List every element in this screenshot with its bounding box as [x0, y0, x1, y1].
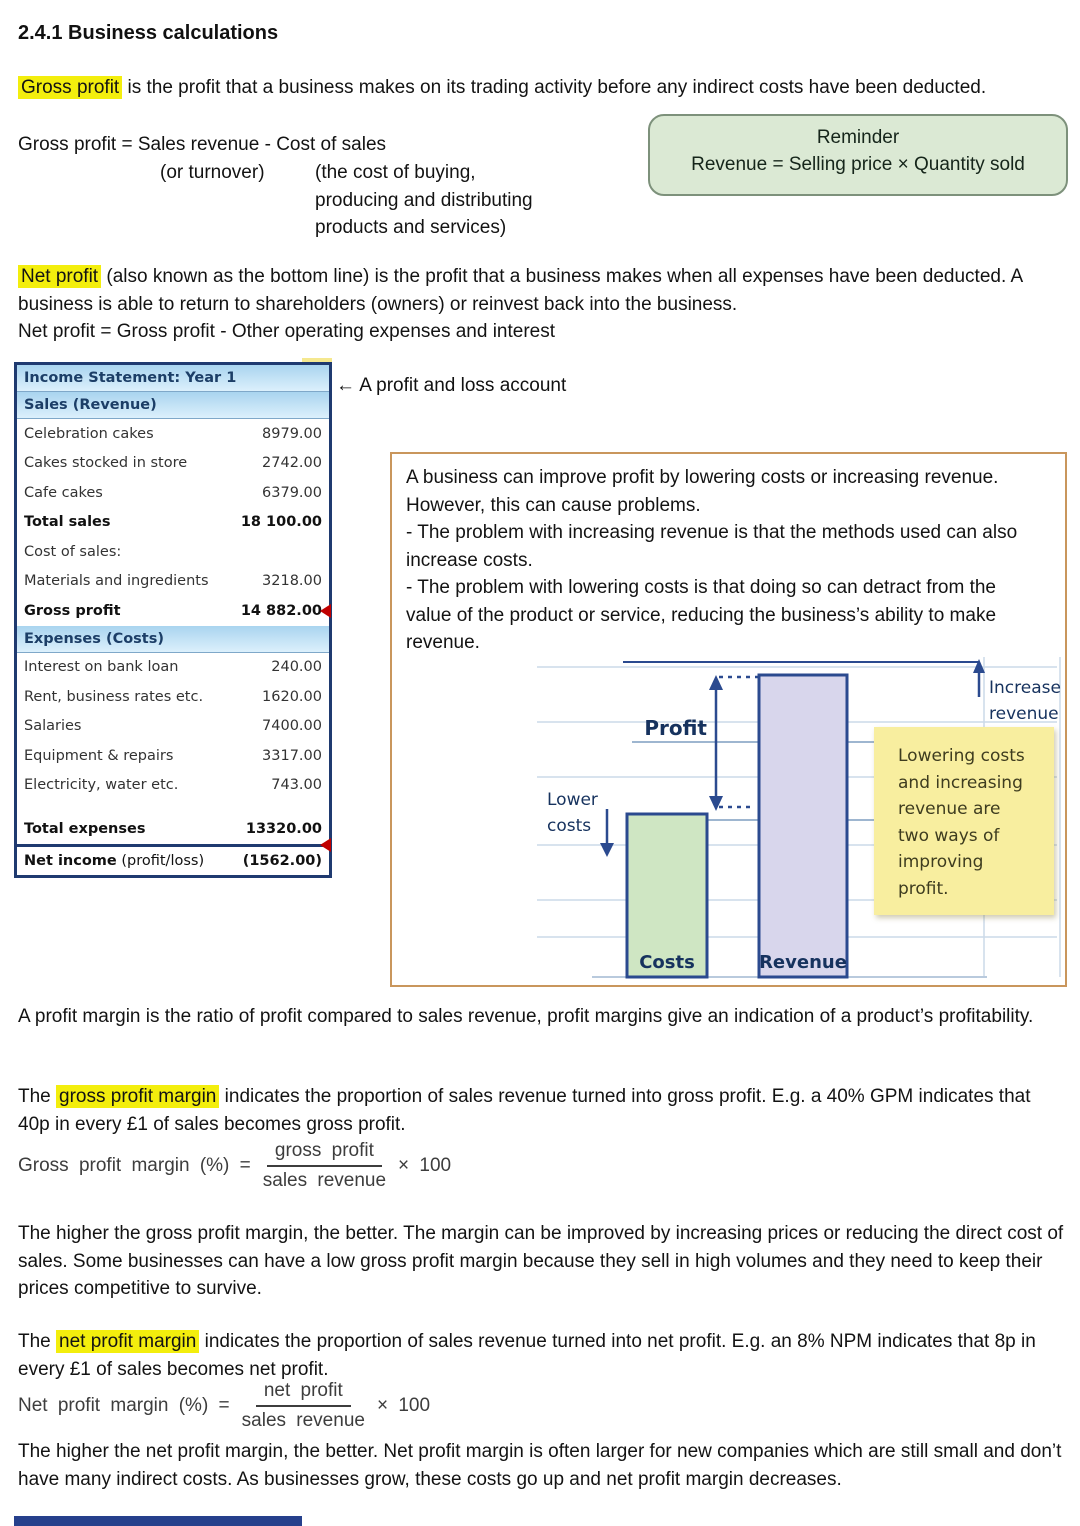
gross-profit-highlight: Gross profit: [18, 76, 122, 99]
npm-denominator: sales revenue: [241, 1410, 365, 1431]
revenue-bar: [759, 675, 847, 977]
lower-label: Lower: [547, 790, 598, 810]
gpm-paragraph: [18, 1083, 1064, 1138]
lower-costs-arrowhead: [600, 843, 614, 857]
improve-line-2: - The problem with increasing revenue is that the methods used can also increase costs.: [406, 522, 1018, 571]
table-row: Rent, business rates etc. 1620.00: [24, 688, 322, 705]
npm-formula: [18, 1380, 430, 1432]
npm-numerator: net profit: [256, 1380, 351, 1407]
npm-fraction: [242, 1380, 365, 1432]
table-row: Income Statement: Year 1: [17, 365, 329, 392]
net-profit-text: (also known as the bottom line) is the profit that a business makes when all expenses have been deducted. A business is able to return to shareholders (owners) or reinvest back into the business.: [18, 266, 1023, 315]
table-row: Cafe cakes 6379.00: [24, 484, 322, 501]
gpm-highlight: gross profit margin: [56, 1085, 219, 1108]
sticky-line-4: two ways of: [898, 825, 1000, 846]
income-statement-table: [14, 362, 332, 878]
sticky-note: [874, 727, 1054, 915]
or-turnover-note: (or turnover): [160, 161, 265, 183]
gpm-pre: The: [18, 1086, 57, 1107]
gpm-formula: [18, 1140, 451, 1192]
gross-profit-formula: [18, 131, 658, 242]
gpm-fraction: [263, 1140, 386, 1192]
cost-of-sales-note-line2: producing and distributing: [315, 189, 533, 211]
npm-multiplier: × 100: [376, 1395, 431, 1416]
table-row: Cost of sales:: [24, 543, 122, 560]
sticky-line-2: and increasing: [898, 772, 1023, 793]
sticky-line-1: Lowering costs: [898, 746, 1025, 766]
npm-pre: The: [18, 1331, 57, 1352]
cost-of-sales-note-line3: products and services): [315, 217, 507, 238]
costs-word-label: costs: [547, 816, 592, 836]
table-row: Gross profit 14 882.00: [17, 596, 329, 626]
sticky-line-3: revenue are: [898, 799, 1001, 819]
npm-post: indicates the proportion of sales revenue turned into net profit. E.g. an 8% NPM indicates that 8p in every £1 of sales becomes net profit.: [18, 1331, 1036, 1380]
gpm-multiplier: × 100: [398, 1155, 452, 1176]
costs-bar-label: Costs: [639, 952, 695, 973]
net-profit-highlight: Net profit: [18, 265, 101, 288]
table-row: Equipment & repairs 3317.00: [24, 747, 322, 764]
net-profit-paragraph: [18, 263, 1070, 346]
npm-highlight: net profit margin: [56, 1330, 199, 1353]
red-arrow-marker: [320, 838, 331, 852]
profit-label: Profit: [644, 716, 707, 740]
profit-arrowhead-down: [709, 796, 723, 811]
table-row: Interest on bank loan 240.00: [24, 659, 322, 676]
sticky-line-5: improving: [898, 852, 984, 872]
improve-profit-box: [390, 452, 1067, 987]
gpm-post: indicates the proportion of sales revenue turned into gross profit. E.g. a 40% GPM indicates that 40p in every £1 of sales becomes gross profit.: [18, 1086, 1031, 1135]
red-arrow-marker: [320, 604, 331, 618]
reminder-body: Revenue = Selling price × Quantity sold: [691, 154, 1025, 175]
cost-of-sales-note-line1: (the cost of buying,: [315, 161, 476, 183]
gross-formula-line1: Gross profit = Sales revenue - Cost of sales: [18, 134, 387, 155]
table-row: Expenses (Costs): [17, 626, 329, 653]
reminder-box: [648, 114, 1068, 196]
table-row: Salaries 7400.00: [24, 718, 322, 735]
table-row: Total sales 18 100.00: [24, 514, 322, 531]
improve-line-1: A business can improve profit by lowering costs or increasing revenue. However, this can cause problems.: [406, 467, 999, 516]
gpm-numerator: gross profit: [267, 1140, 382, 1167]
net-profit-formula-line: Net profit = Gross profit - Other operating expenses and interest: [18, 321, 556, 342]
table-row: Net income (profit/loss) (1562.00): [17, 844, 329, 875]
table-row: Electricity, water etc. 743.00: [24, 777, 322, 794]
gross-profit-paragraph: [18, 74, 1064, 102]
npm-formula-lead: Net profit margin (%) =: [18, 1395, 230, 1416]
gpm-formula-lead: Gross profit margin (%) =: [18, 1155, 251, 1176]
revenue-word-label: revenue: [989, 704, 1059, 724]
table-row: Sales (Revenue): [17, 392, 329, 419]
improve-profit-text: [406, 464, 1046, 657]
improve-line-3: - The problem with lowering costs is that doing so can detract from the value of the product or service, reducing the business’s ability to make revenue.: [406, 577, 997, 653]
table-row: Materials and ingredients 3218.00: [24, 573, 322, 590]
npm-note-paragraph: The higher the net profit margin, the better. Net profit margin is often larger for new companies which are still small and don’t have many indirect costs. As businesses grow, these costs go up and net profit margin decreases.: [18, 1441, 1062, 1490]
gpm-denominator: sales revenue: [262, 1170, 387, 1191]
page-title: 2.4.1 Business calculations: [18, 22, 279, 44]
table-row: Celebration cakes 8979.00: [24, 425, 322, 442]
gross-profit-text: is the profit that a business makes on its trading activity before any indirect costs have been deducted.: [122, 77, 987, 98]
npm-paragraph: [18, 1328, 1064, 1383]
table-row: Total expenses 13320.00: [24, 820, 322, 837]
revenue-bar-label: Revenue: [759, 952, 847, 973]
cutoff-table-border: [14, 1516, 302, 1526]
income-statement-rows: [17, 365, 329, 875]
profit-loss-caption: ← A profit and loss account: [336, 375, 567, 396]
reminder-title: Reminder: [816, 127, 900, 148]
gpm-note-paragraph: The higher the gross profit margin, the better. The margin can be improved by increasing prices or reducing the direct cost of sales. Some businesses can have a low gross profit margin because they sell in high volumes and they need to keep their prices competitive to survive.: [18, 1223, 1064, 1299]
increase-label: Increase: [989, 678, 1061, 698]
profit-margin-paragraph: A profit margin is the ratio of profit compared to sales revenue, profit margins give an indication of a product’s profitability.: [18, 1006, 1034, 1027]
table-row: Cakes stocked in store 2742.00: [24, 455, 322, 472]
sticky-line-6: profit.: [898, 878, 949, 899]
